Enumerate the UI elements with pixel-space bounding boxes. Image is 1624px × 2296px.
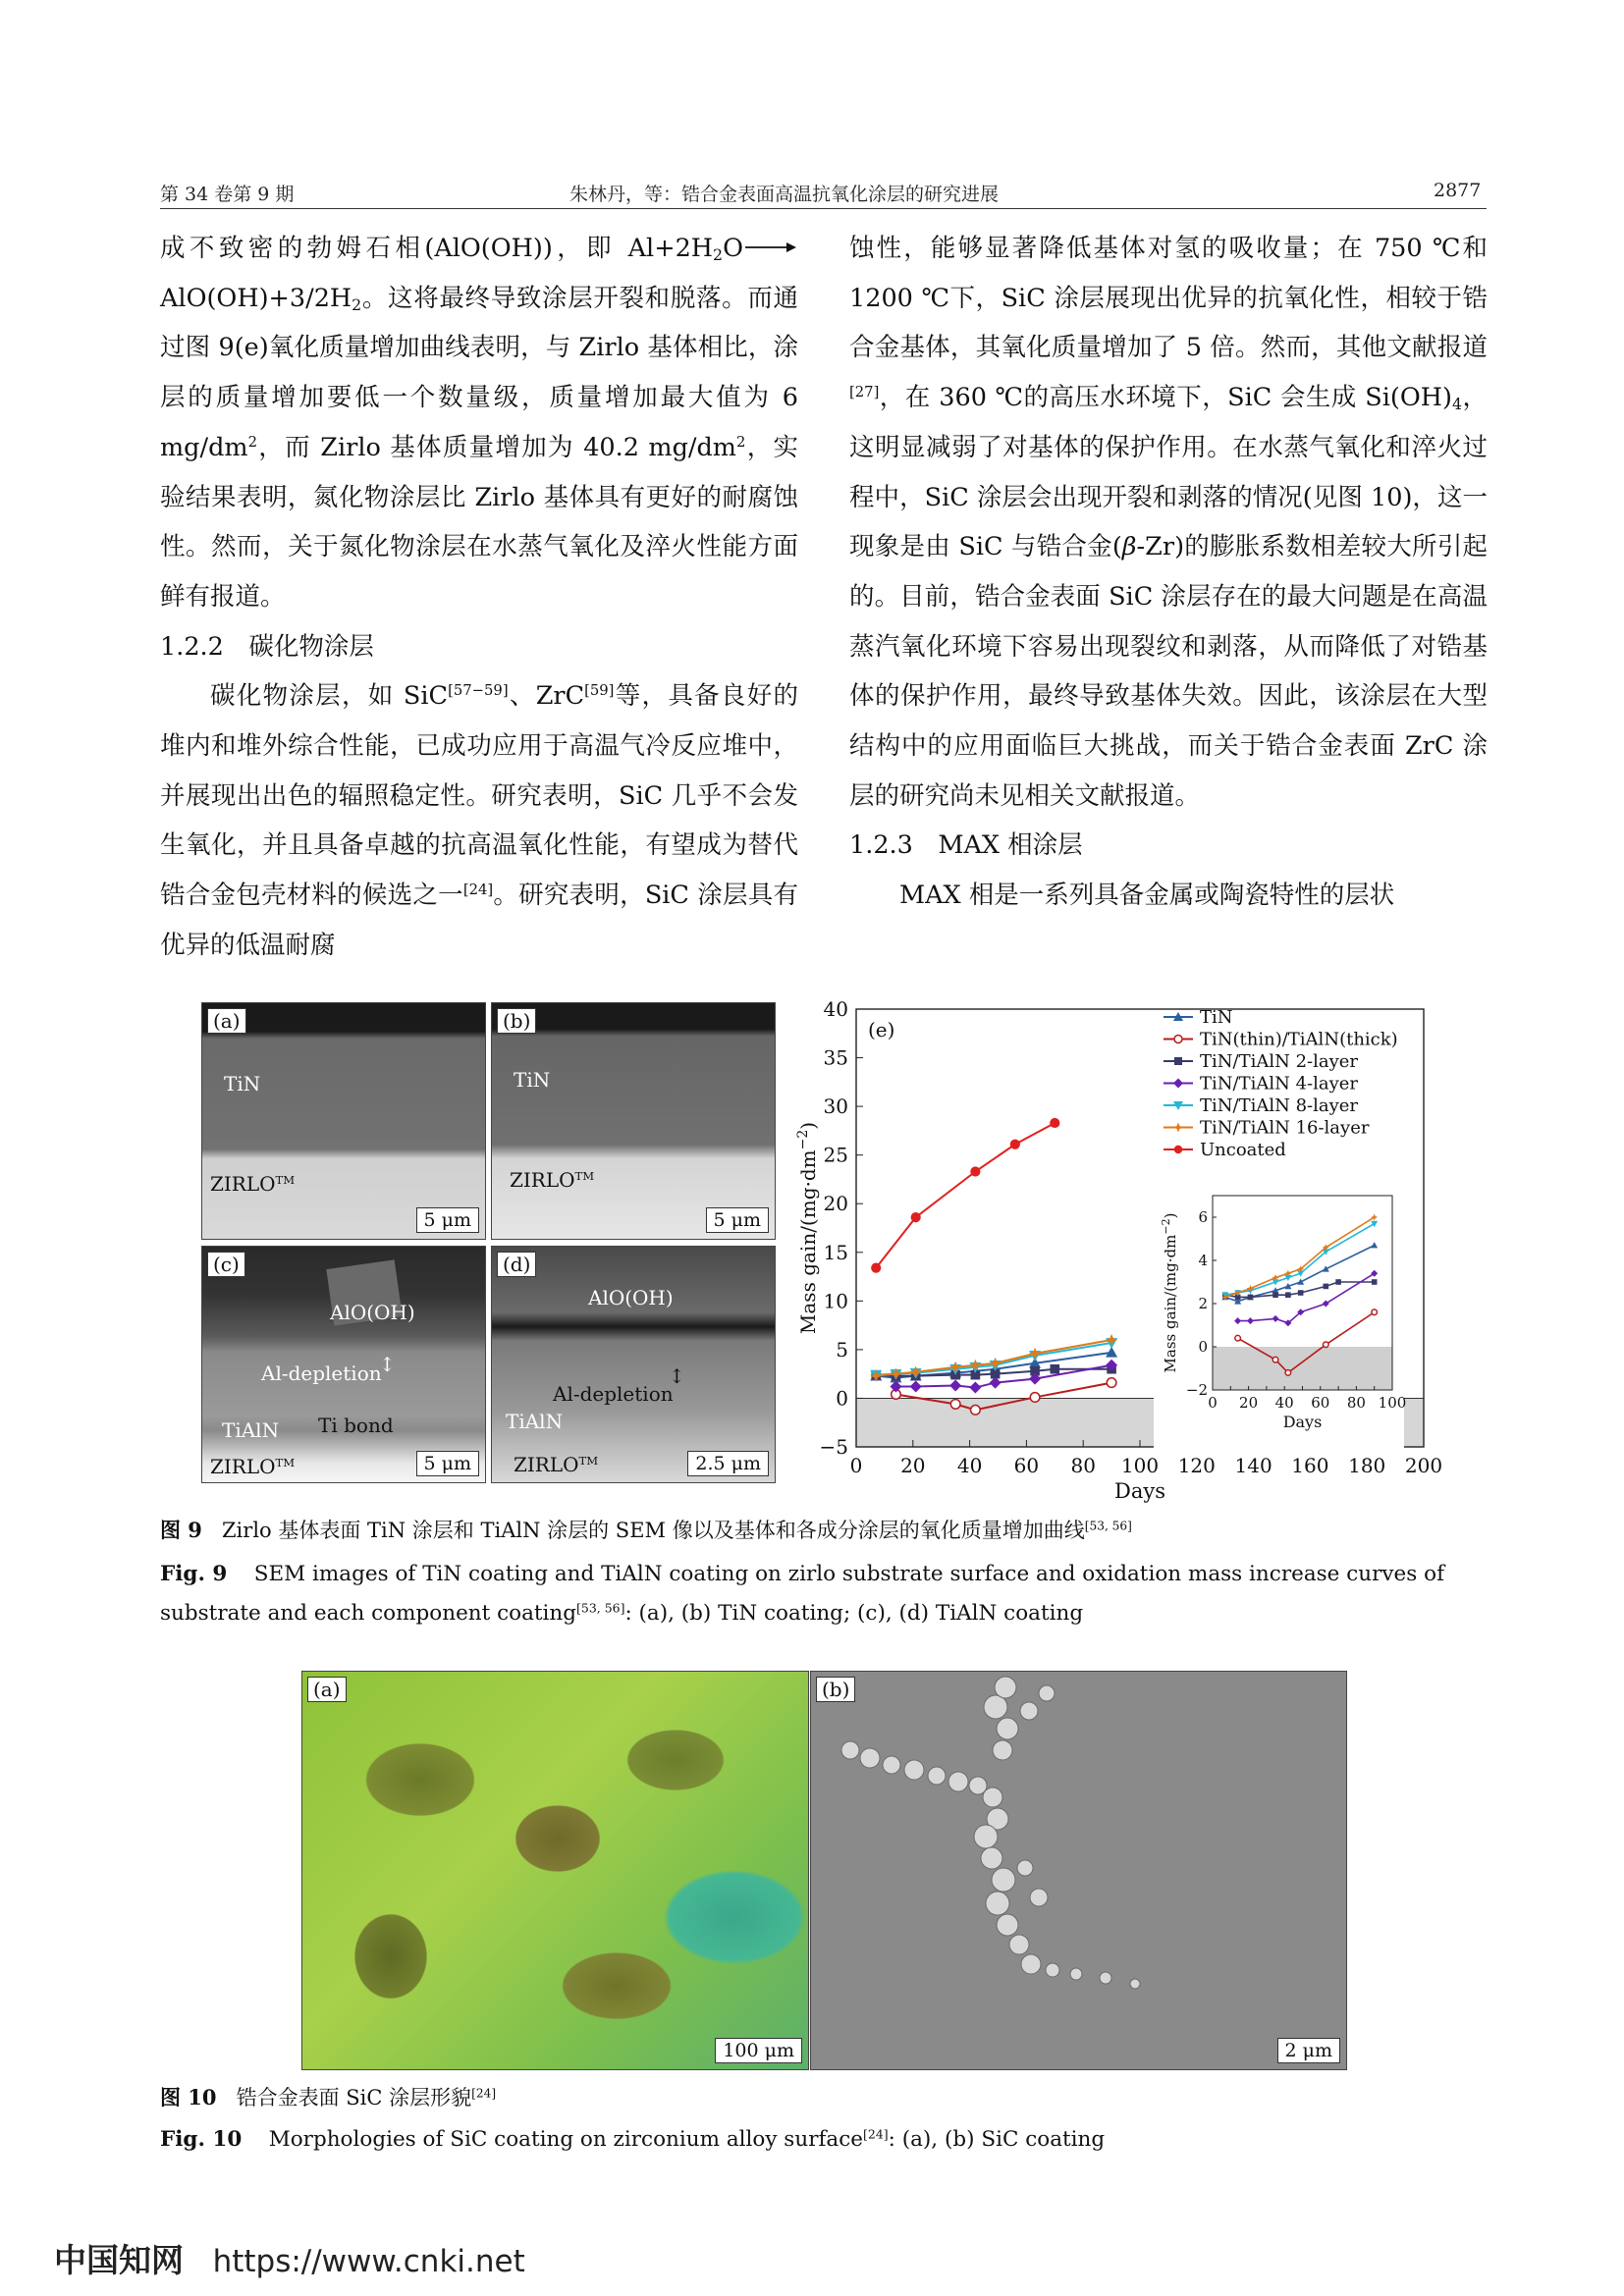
label-aloh: AlO(OH) [588,1286,674,1309]
panel-label: (d) [497,1252,536,1277]
arrow-double-icon: ↕ [379,1353,396,1376]
data-point [1030,1393,1040,1403]
inset-x-tick-label: 0 [1208,1394,1218,1412]
scale-bar: 5 μm [706,1207,770,1233]
layer-label-zirlo: ZIRLO™ [514,1453,599,1476]
journal-volume: 第 34 卷第 9 期 [160,184,295,205]
x-tick-label: 20 [900,1454,926,1477]
data-point [1323,1342,1328,1348]
legend-entry: TiN [1200,1007,1233,1028]
cnki-url: https://www.cnki.net [212,2244,525,2279]
section-heading-max: 1.2.3 MAX 相涂层 [849,830,1083,861]
inset-x-tick-label: 40 [1274,1394,1294,1412]
sic-micrograph-a [301,1671,809,2070]
data-point [949,1380,961,1392]
inset-y-axis-label: Mass gain/$(mg\cdot dm^{-2})$ [1160,1212,1179,1373]
legend-entry: TiN/TiAlN 8-layer [1200,1095,1359,1116]
x-tick-label: 180 [1348,1454,1386,1477]
y-tick-label: 30 [823,1095,848,1119]
scale-bar: 2.5 μm [687,1451,769,1476]
running-title: 朱林丹，等：锆合金表面高温抗氧化涂层的研究进展 [569,184,1000,205]
reaction-arrow [743,240,798,255]
data-point [1029,1348,1041,1360]
fig9-caption-cn: 图 9 Zirlo 基体表面 TiN 涂层和 TiAlN 涂层的 SEM 像以及基体和各成分涂层的氧化质量增加曲线[53, 56] [160,1518,1132,1542]
data-point [910,1381,922,1393]
panel-label: (b) [816,1677,855,1702]
data-point [1051,1364,1060,1374]
layer-label-tin: TiN [224,1072,261,1095]
inset-x-axis-label: Days [1282,1413,1323,1431]
paragraph-carbide: 碳化物涂层，如 SiC[57−59]、ZrC[59]等，具备良好的堆内和堆外综合性能，已成功应用于高温气冷反应堆中，并展现出出色的辐照稳定性。研究表明，SiC 几乎不会发生氧化，并且具备卓越的抗高温氧化性能，有望成为替代锆合金包壳材料的候选之一[24]。研究表明，SiC 涂层具有优异的低温耐腐 [160,681,798,960]
inset-y-tick-label: −2 [1185,1381,1208,1399]
data-point [1248,1295,1254,1301]
data-point [950,1400,960,1410]
label-tialn: TiAlN [506,1410,564,1433]
x-tick-label: 100 [1120,1454,1160,1477]
data-point [1272,1357,1278,1362]
layer-label-zirlo: ZIRLO™ [510,1168,595,1192]
legend [1164,1007,1398,1160]
data-point [969,1360,981,1371]
x-tick-label: 200 [1404,1454,1443,1477]
sic-micrograph-b [810,1671,1347,2070]
fig10-caption-cn: 图 10 锆合金表面 SiC 涂层形貌[24] [160,2085,497,2109]
data-point [1335,1279,1341,1285]
data-point [1174,1146,1183,1154]
arrow-double-icon: ↕ [669,1364,685,1388]
x-tick-label: 60 [1013,1454,1040,1477]
data-point [971,1406,981,1415]
sic-crack-network [811,1672,1346,2069]
inset-x-tick-label: 60 [1311,1394,1330,1412]
y-tick-label: 25 [823,1143,848,1167]
y-tick-label: 5 [836,1337,848,1362]
left-column [160,224,798,971]
section-heading-carbide: 1.2.2 碳化物涂层 [160,631,374,662]
data-point [1010,1140,1020,1149]
sem-panel-a [201,1002,486,1240]
inset-negative-region [1213,1347,1392,1390]
data-point [1107,1378,1116,1388]
panel-label: (c) [207,1252,245,1277]
data-point [1285,1370,1291,1376]
y-tick-label: 35 [823,1045,848,1070]
label-aloh: AlO(OH) [330,1301,415,1324]
y-tick-label: 40 [823,997,848,1021]
inset-y-tick-label: 4 [1198,1252,1208,1269]
cnki-logo-text: 中国知网 [54,2241,184,2279]
layer-label-zirlo: ZIRLO™ [210,1455,296,1478]
sem-panel-c [201,1246,486,1483]
inset-x-tick-label: 80 [1346,1394,1366,1412]
series-line [876,1123,1055,1268]
legend-entry: TiN/TiAlN 16-layer [1200,1117,1370,1139]
x-tick-label: 80 [1070,1454,1096,1477]
data-point [1174,1057,1182,1065]
data-point [911,1212,921,1222]
data-point [871,1263,881,1273]
series-uncoated [871,1118,1059,1273]
y-tick-label: 0 [836,1386,848,1411]
inset-y-tick-label: 6 [1198,1208,1208,1226]
inset-x-tick-label: 20 [1239,1394,1259,1412]
paragraph-max: MAX 相是一系列具备金属或陶瓷特性的层状 [899,881,1395,911]
y-axis-label: Mass gain/$(mg\cdot dm^{-2})$ [795,1121,820,1335]
data-point [1173,1079,1183,1089]
page-number: 2877 [1434,180,1482,201]
x-tick-label: 0 [849,1454,863,1477]
inset-y-tick-label: 0 [1198,1338,1208,1356]
layer-label-zirlo: ZIRLO™ [210,1172,296,1196]
paragraph-sic: 蚀性，能够显著降低基体对氢的吸收量；在 750 ℃和 1200 ℃下，SiC 涂层展现出优异的抗氧化性，相较于锆合金基体，其氧化质量增加了 5 倍。然而，其他文献报道[27]，在 360 ℃的高压水环境下，SiC 会生成 $Si(OH)_4$，这明显减弱了对基体的保护作用。在水蒸气氧化和淬火过程中，SiC 涂层会出现开裂和剥落的情况(见图 10)，这一现象是由 SiC 与锆合金(β-Zr)的膨胀系数相差较大所引起的。目前，锆合金表面 SiC 涂层存在的最大问题是在高温蒸汽氧化环境下容易出现裂纹和剥落，从而降低了对锆基体的保护作用，最终导致基体失效。因此，该涂层在大型结构中的应用面临巨大挑战，而关于锆合金表面 ZrC 涂层的研究尚未见相关文献报道。 [849,234,1489,811]
panel-label: (a) [307,1677,347,1702]
panel-label: (b) [497,1008,536,1034]
scale-bar: 2 μm [1277,2038,1341,2063]
data-point [970,1166,980,1176]
mass-gain-chart [776,997,1463,1508]
data-point [1174,1036,1182,1043]
legend-entry: TiN(thin)/TiAlN(thick) [1200,1029,1398,1050]
label-ti-bond: Ti bond [318,1414,394,1437]
inset-chart [1154,1188,1406,1451]
data-point [1050,1118,1059,1128]
fig10-caption-en: Fig. 10 Morphologies of SiC coating on zirconium alloy surface[24]: (a), (b) SiC coating [160,2126,1106,2152]
sem-panel-d [491,1246,776,1483]
y-tick-label: 10 [823,1289,848,1313]
cnki-watermark [54,2235,525,2281]
x-axis-label: Days [1114,1479,1165,1503]
scale-bar: 5 μm [416,1207,480,1233]
data-point [990,1358,1001,1369]
y-tick-label: 15 [823,1240,848,1264]
header-rule [160,208,1487,209]
legend-entry: TiN/TiAlN 4-layer [1200,1073,1359,1095]
paragraph-nitride-end: 成不致密的勃姆石相(AlO(OH))，即 $Al+2H_2OAlO(OH)+3/2H_2$。这将最终导致涂层开裂和脱落。而通过图 9(e)氧化质量增加曲线表明，与 Zirlo 基体相比，涂层的质量增加要低一个数量级，质量增加最大值为 6 $mg/dm^2$，而 Zirlo 基体质量增加为 40.2 $mg/dm^2$，实验结果表明，氮化物涂层比 Zirlo 基体具有更好的耐腐蚀性。然而，关于氮化物涂层在水蒸气氧化及淬火性能方面鲜有报道。 [160,234,798,612]
x-tick-label: 120 [1177,1454,1216,1477]
scale-bar: 100 μm [715,2038,802,2063]
scale-bar: 5 μm [416,1451,480,1476]
panel-label: (a) [207,1008,246,1034]
layer-label-tin: TiN [514,1068,551,1092]
legend-entry: TiN/TiAlN 2-layer [1200,1051,1359,1072]
panel-label-e: (e) [868,1018,895,1041]
y-tick-label: 20 [823,1192,848,1216]
data-point [1298,1290,1304,1296]
label-al-depletion: Al-depletion [553,1382,674,1406]
data-point [1235,1335,1241,1341]
fig9-caption-en: Fig. 9 SEM images of TiN coating and TiAlN coating on zirlo substrate surface and oxidation mass increase curves of substrate and each component coating[53, 56]: (a), (b) TiN coating; (c), (d) TiAlN coating [160,1562,1445,1626]
label-tialn: TiAlN [222,1418,280,1442]
data-point [1285,1292,1291,1298]
y-tick-label: −5 [819,1435,848,1459]
data-point [969,1382,981,1394]
inset-x-tick-label: 100 [1378,1394,1407,1412]
x-tick-label: 40 [956,1454,983,1477]
data-point [1323,1284,1328,1290]
legend-entry: Uncoated [1200,1140,1286,1160]
data-point [1372,1309,1378,1315]
x-tick-label: 160 [1291,1454,1329,1477]
data-point [1372,1279,1378,1285]
data-point [1272,1292,1278,1298]
data-point [1173,1123,1183,1133]
label-al-depletion: Al-depletion [261,1362,382,1385]
right-column [849,224,1488,921]
inset-y-tick-label: 2 [1198,1295,1208,1312]
sem-panel-b [491,1002,776,1240]
x-tick-label: 140 [1234,1454,1272,1477]
